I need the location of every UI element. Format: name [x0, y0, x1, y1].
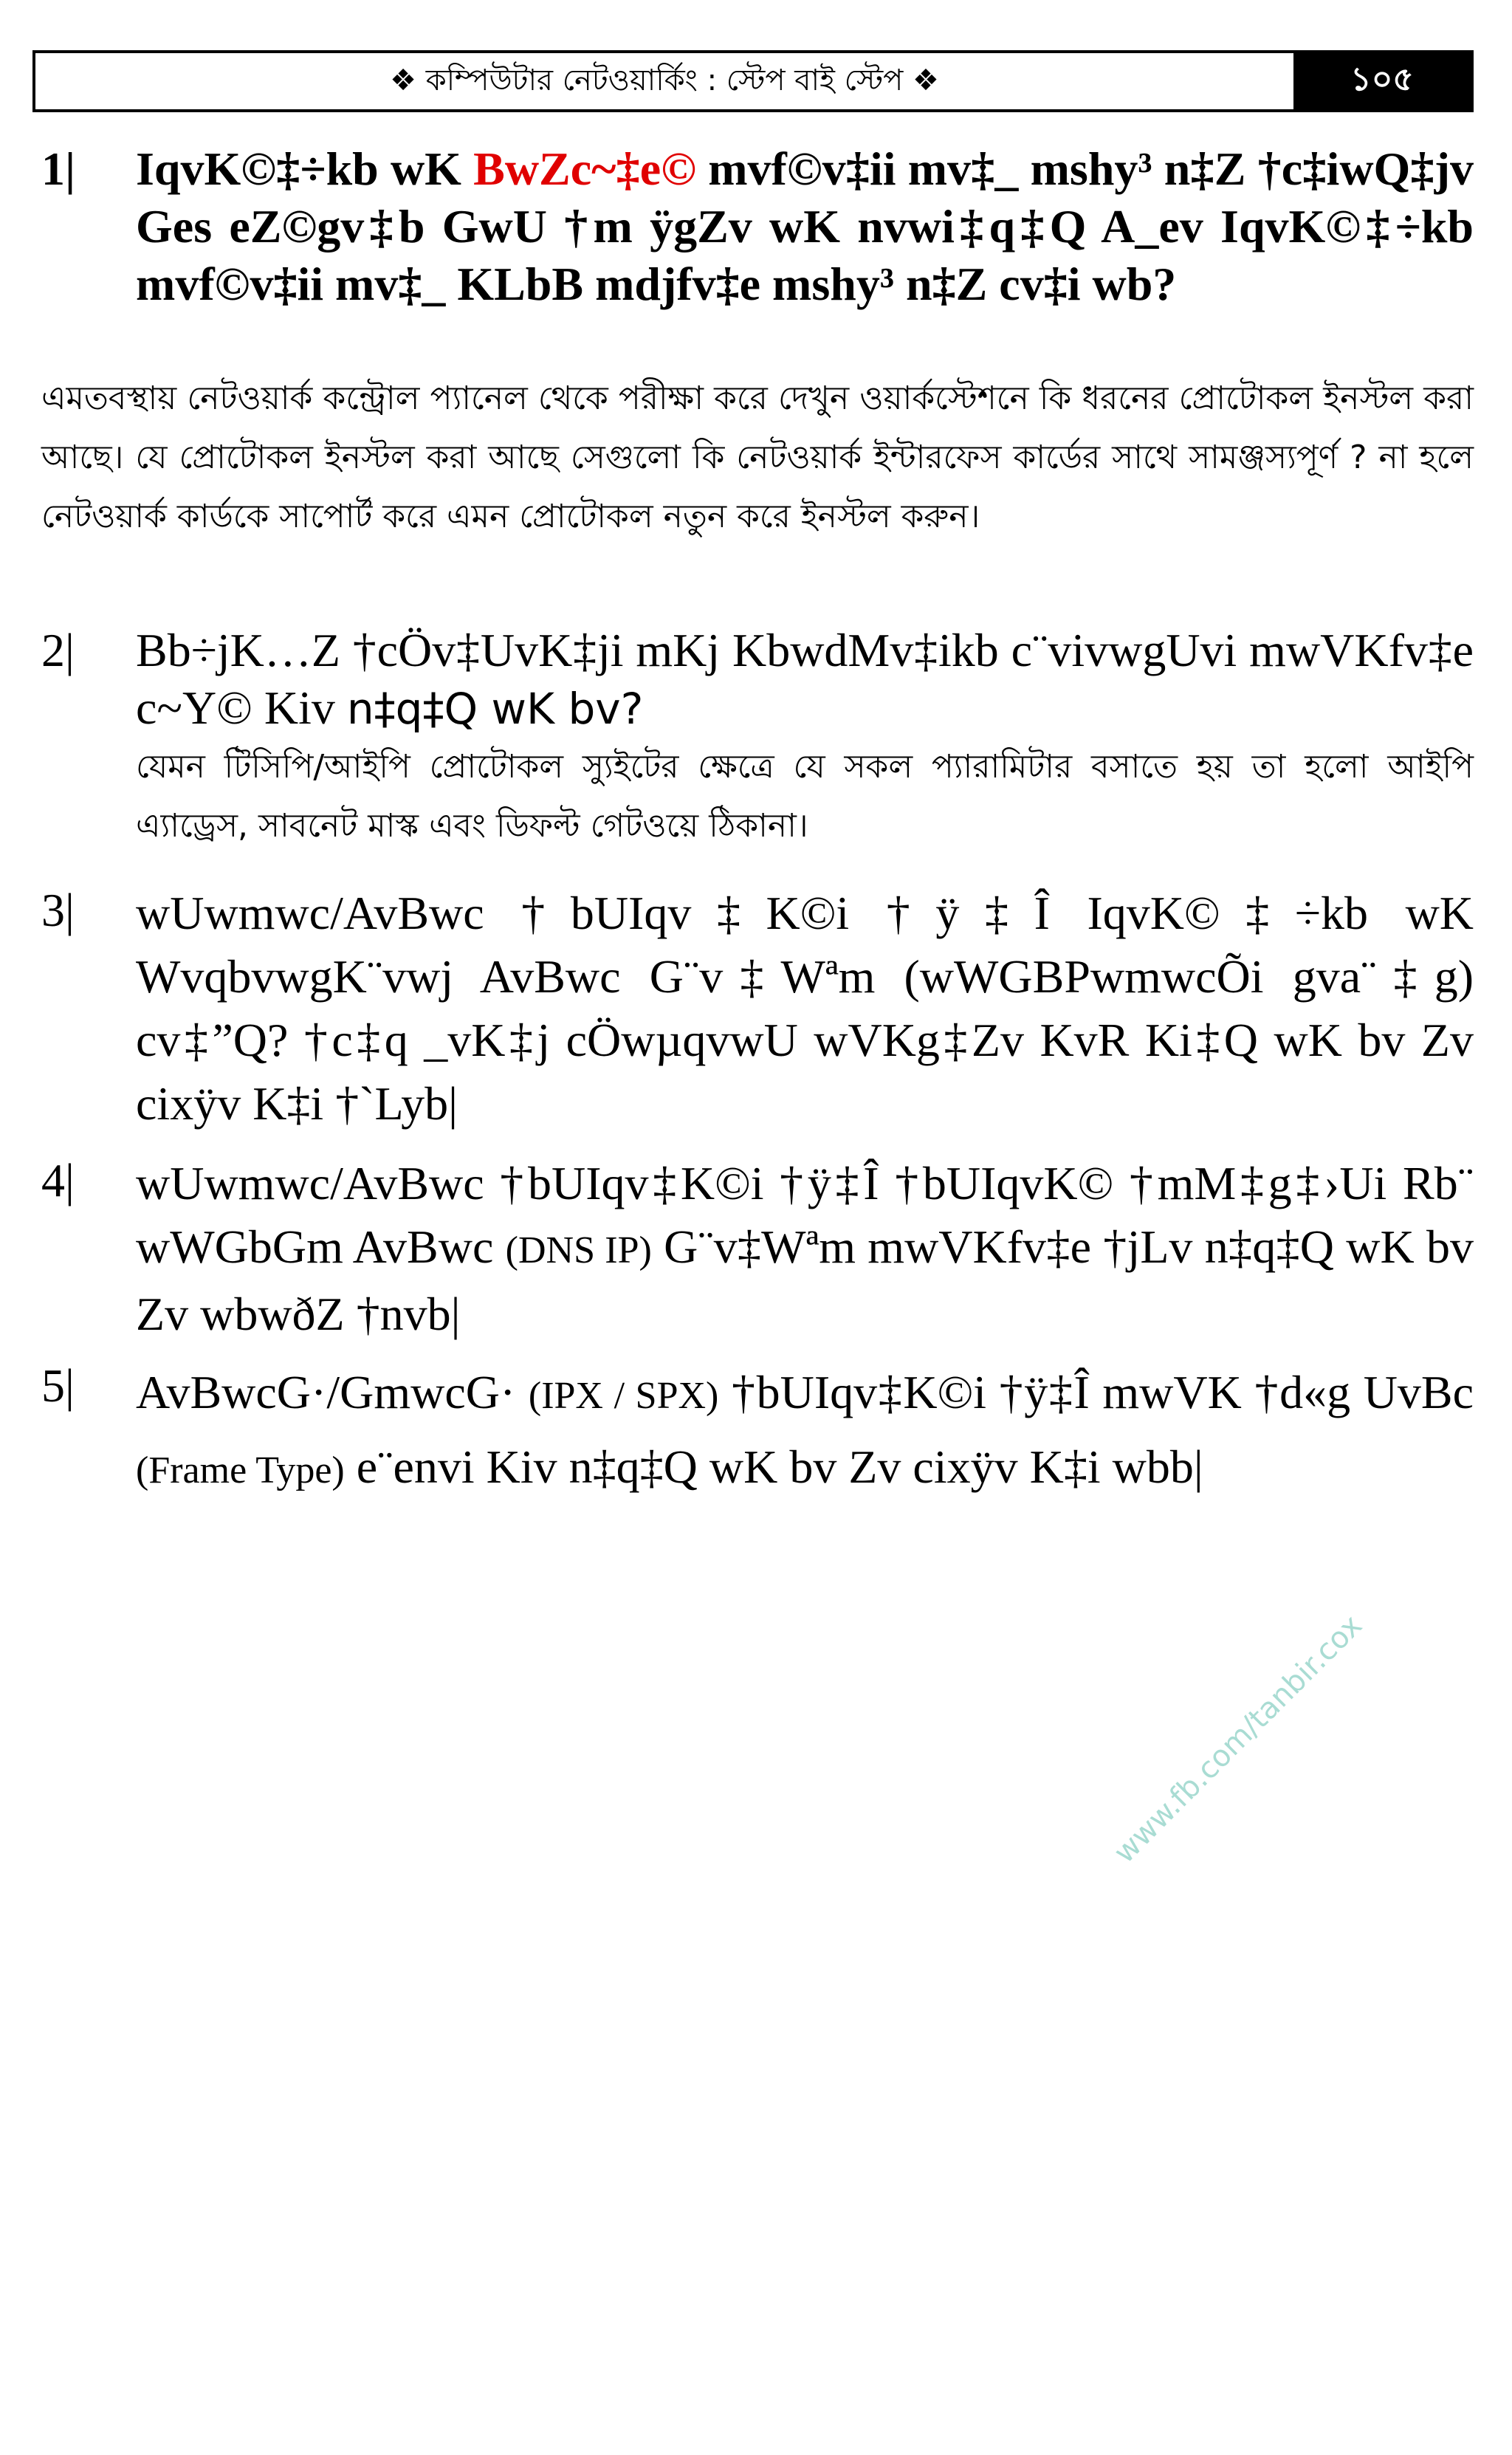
answer-2: যেমন টিসিপি/আইপি প্রোটোকল স্যুইটের ক্ষেত্রে যে সকল প্যারামিটার বসাতে হয় তা হলো আইপি এ্যাড্রেস, সাবনেট মাস্ক এবং ডিফল্ট গেটওয়ে ঠিকানা। — [136, 748, 1474, 845]
running-title: ❖ কম্পিউটার নেটওয়ার্কিং : স্টেপ বাই স্টেপ ❖ — [390, 63, 939, 97]
question-text: wUwmwc/AvBwc †bUIqv‡K©i †ÿ‡Î IqvK©‡÷kb wK WvqbvwgK¨vwj AvBwc G¨v‡Wªm (wWGBPwmwcÕi gva¨‡g) cv‡”Q? †c‡q _vK‡j cÖwµqvwU wVKg‡Zv KvR Ki‡Q wK bv Zv cixÿv K‡i †`Lyb| — [136, 887, 1474, 1130]
page-header — [32, 50, 1474, 112]
question-text: AvBwcG·/GmwcG· (IPX / SPX) †bUIqv‡K©i †ÿ‡Î mwVK †d«g UvBc (Frame Type) e¨envi Kiv n‡q‡Q wK bv Zv cixÿv K‡i wbb| — [136, 1366, 1474, 1493]
question-text: wUwmwc/AvBwc †bUIqv‡K©i †ÿ‡Î †bUIqvK© †mM‡g‡›Ui Rb¨ wWGbGm AvBwc (DNS IP) G¨v‡Wªm mwVKfv‡e †jLv n‡q‡Q wK bv Zv wbwðZ †nvb| — [136, 1157, 1474, 1340]
page-number: ১০৫ — [1293, 53, 1471, 109]
question-number: 1| — [41, 143, 76, 195]
question-3 — [41, 882, 1474, 1136]
question-1 — [41, 140, 1474, 313]
question-4 — [41, 1152, 1474, 1346]
highlighted-word: BwZc~‡e© — [473, 143, 697, 195]
question-text: Bb÷jK…Z †cÖv‡UvK‡ji mKj KbwdMv‡ikb c¨vivwgUvi mwVKfv‡e c~Y© Kiv n‡q‡Q wK bv? — [136, 624, 1474, 734]
watermark: www.fb.com/tanbir.cox — [1107, 1608, 1370, 1870]
question-text: IqvK©‡÷kb wK BwZc~‡e© mvf©v‡ii mv‡_ mshy³ n‡Z †c‡iwQ‡jv Ges eZ©gv‡b GwU †m ÿgZv wK nvwi‡q‡Q A_ev IqvK©‡÷kb mvf©v‡ii mv‡_ KLbB mdjfv‡e mshy³ n‡Z cv‡i wb? — [136, 143, 1474, 310]
question-number: 2| — [41, 624, 75, 676]
question-2 — [41, 622, 1474, 856]
question-number: 3| — [41, 884, 75, 936]
question-5 — [41, 1357, 1474, 1506]
answer-1: এমতবস্থায় নেটওয়ার্ক কন্ট্রোল প্যানেল থেকে পরীক্ষা করে দেখুন ওয়ার্কস্টেশনে কি ধরনের প্রোটোকল ইনস্টল করা আছে। যে প্রোটোকল ইনস্টল করা আছে সেগুলো কি নেটওয়ার্ক ইন্টারফেস কার্ডের সাথে সামঞ্জস্যপূর্ণ ? না হলে নেটওয়ার্ক কার্ডকে সাপোর্ট করে এমন প্রোটোকল নতুন করে ইনস্টল করুন। — [41, 380, 1474, 535]
question-number: 5| — [41, 1359, 75, 1412]
question-number: 4| — [41, 1154, 75, 1206]
